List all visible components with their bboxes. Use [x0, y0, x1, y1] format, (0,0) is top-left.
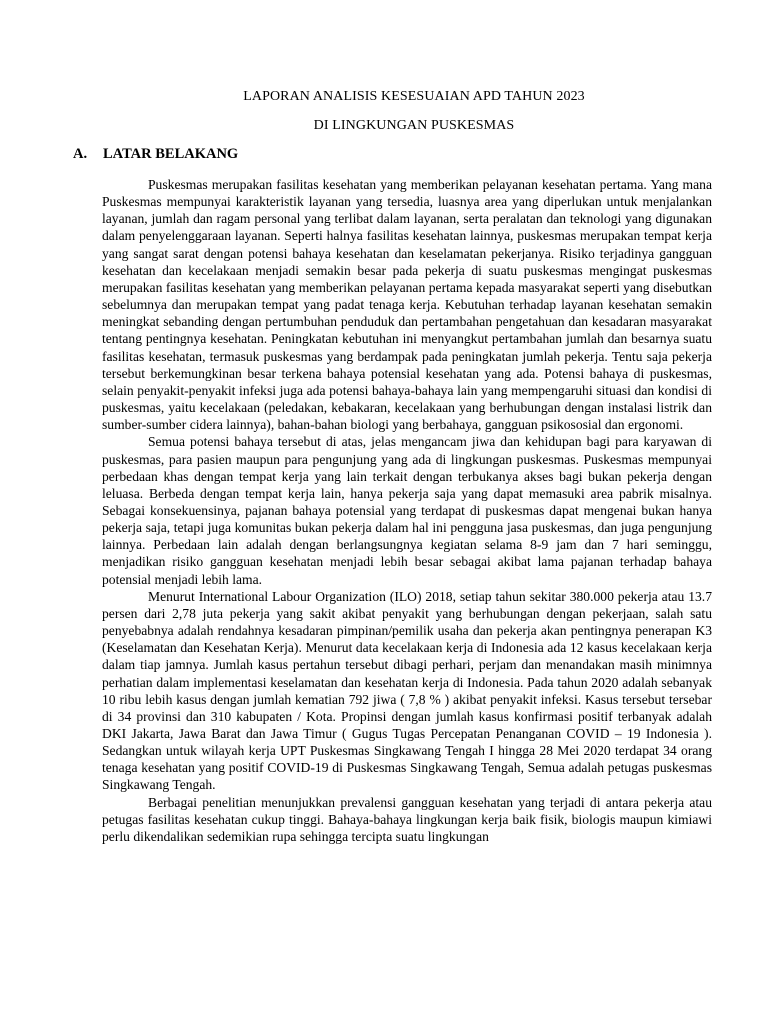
document-title-line-2: DI LINGKUNGAN PUSKESMAS — [313, 118, 515, 133]
document-title-line-1: LAPORAN ANALISIS KESESUAIAN APD TAHUN 2023 — [243, 89, 585, 104]
paragraph-1: Puskesmas merupakan fasilitas kesehatan yang memberikan pelayanan kesehatan pertama. Yang mana Puskesmas mempunyai karakteristik layanan yang tersedia, luasnya area yang diperlukan untuk menjalankan layanan, jumlah dan ragam personal yang terlibat dalam layanan, serta peralatan dan teknologi yang digunakan dalam penyelenggaraan layanan. Seperti halnya fasilitas kesehatan lainnya, puskesmas merupakan tempat kerja yang sangat sarat dengan potensi bahaya kesehatan dan keselamatan pekerjanya. Risiko terjadinya gangguan kesehatan dan kecelakaan menjadi semakin besar pada pekerja di suatu puskesmas mengingat puskesmas merupakan fasilitas kesehatan yang memberikan pelayanan pertama kepada masyarakat seperti yang disebutkan sebelumnya dan merupakan tempat yang padat tenaga kerja. Kebutuhan terhadap layanan kesehatan semakin meningkat sebanding dengan pertumbuhan penduduk dan pertambahan pengetahuan dan kesadaran masyarakat tentang pentingnya kesehatan. Peningkatan kebutuhan ini menyangkut pertambahan jumlah dan besarnya suatu fasilitas kesehatan, termasuk puskesmas yang berdampak pada peningkatan jumlah pekerja. Tentu saja pekerja tersebut berkemungkinan besar terkena bahaya potensial kesehatan yang ada. Potensi bahaya di puskesmas, selain penyakit-penyakit infeksi juga ada potensi bahaya-bahaya lain yang mempengaruhi situasi dan kondisi di puskesmas, yaitu kecelakaan (peledakan, kebakaran, kecelakaan yang berhubungan dengan instalasi listrik dan sumber-sumber cidera lainnya), bahan-bahan biologi yang berbahaya, gangguan psikososial dan ergonomi. — [102, 177, 712, 433]
section-heading — [73, 146, 238, 163]
paragraph-2: Semua potensi bahaya tersebut di atas, jelas mengancam jiwa dan kehidupan bagi para karyawan di puskesmas, para pasien maupun para pengunjung yang ada di lingkungan puskesmas. Puskesmas mempunyai perbedaan khas dengan tempat kerja yang lain terkait dengan terbukanya akses bagi bukan pekerja dengan leluasa. Berbeda dengan tempat kerja lain, hanya pekerja saja yang dapat memasuki area pabrik misalnya. Sebagai konsekuensinya, pajanan bahaya potensial yang terdapat di puskesmas dapat mengenai bukan hanya pekerja saja, tetapi juga komunitas bukan pekerja dalam hal ini pengguna jasa puskesmas, dan juga pengunjung lainnya. Perbedaan lain adalah dengan berlangsungnya kegiatan selama 8-9 jam dan 7 hari seminggu, menjadikan risiko gangguan kesehatan menjadi lebih besar sebagai akibat lama pajanan terhadap bahaya potensial menjadi lebih lama. — [102, 434, 712, 587]
section-heading-text: LATAR BELAKANG — [103, 146, 239, 162]
document-body — [102, 176, 712, 845]
paragraph-3: Menurut International Labour Organization (ILO) 2018, setiap tahun sekitar 380.000 pekerja atau 13.7 persen dari 2,78 juta pekerja yang sakit akibat penyakit yang berhubungan dengan pekerjaan, salah satu penyebabnya adalah rendahnya kesadaran pimpinan/pemilik usaha dan pekerja akan pentingnya penerapan K3 (Keselamatan dan Kesehatan Kerja). Menurut data kecelakaan kerja di Indonesia ada 12 kasus kecelakaan kerja dalam tiap jamnya. Jumlah kasus pertahun tersebut dibagi perhari, perjam dan menandakan masih minimnya perhatian dalam implementasi keselamatan dan kesehatan kerja di Indonesia. Pada tahun 2020 adalah sebanyak 10 ribu lebih kasus dengan jumlah kematian 792 jiwa ( 7,8 % ) akibat penyakit infeksi. Kasus tersebut tersebar di 34 provinsi dan 310 kabupaten / Kota. Propinsi dengan jumlah kasus konfirmasi positif terbanyak adalah DKI Jakarta, Jawa Barat dan Jawa Timur ( Gugus Tugas Percepatan Penanganan COVID – 19 Indonesia ). Sedangkan untuk wilayah kerja UPT Puskesmas Singkawang Tengah I hingga 28 Mei 2020 terdapat 34 orang tenaga kesehatan yang positif COVID-19 di Puskesmas Singkawang Tengah, Semua adalah petugas puskesmas Singkawang Tengah. — [102, 588, 712, 793]
paragraph-4: Berbagai penelitian menunjukkan prevalensi gangguan kesehatan yang terjadi di antara pekerja atau petugas fasilitas kesehatan cukup tinggi. Bahaya-bahaya lingkungan kerja baik fisik, biologis maupun kimiawi perlu dikendalikan sedemikian rupa sehingga tercipta suatu lingkungan — [102, 794, 712, 844]
section-number: A. — [73, 146, 88, 162]
